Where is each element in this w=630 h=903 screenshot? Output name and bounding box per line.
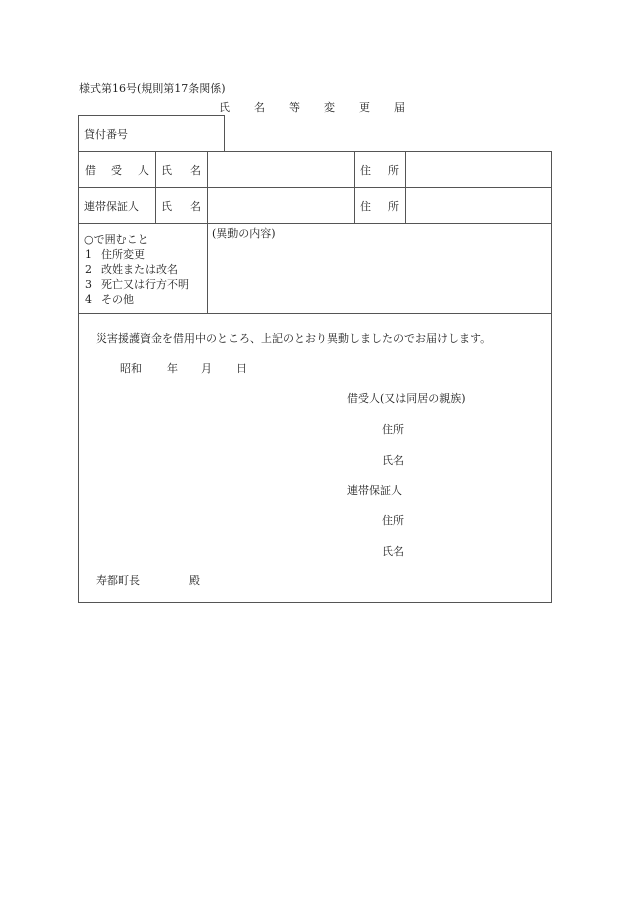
grid-line	[551, 151, 552, 603]
borrower-name-label-char: 氏	[161, 164, 172, 177]
grid-line	[78, 187, 552, 188]
grid-line	[405, 151, 406, 224]
grid-line	[78, 223, 552, 224]
option-text: 改姓または改名	[101, 263, 178, 276]
addressee-honorific: 殿	[189, 574, 200, 587]
guarantor-name-label-char: 氏	[161, 200, 172, 213]
grid-line	[78, 115, 225, 116]
guarantor-address-label-char: 住	[360, 200, 371, 213]
change-details-label: (異動の内容)	[212, 227, 276, 240]
borrower-label-char: 借	[85, 164, 96, 177]
change-details-field[interactable]	[209, 242, 550, 312]
guarantor-address-label-char: 所	[388, 200, 399, 213]
guarantor-signature-address: 住所	[382, 514, 404, 527]
option-number: 2	[85, 263, 92, 276]
option-text: 住所変更	[101, 248, 145, 261]
title-char: 等	[289, 101, 300, 114]
grid-line	[207, 151, 208, 314]
title-char: 更	[359, 101, 370, 114]
borrower-label-char: 人	[138, 164, 149, 177]
form-number: 様式第16号(規則第17条関係)	[79, 82, 226, 95]
borrower-signature-heading: 借受人(又は同居の親族)	[347, 392, 466, 405]
grid-line	[354, 151, 355, 224]
guarantor-signature-heading: 連帯保証人	[347, 484, 402, 497]
grid-line	[78, 151, 552, 152]
borrower-address-label-char: 住	[360, 164, 371, 177]
title-char: 氏	[219, 101, 230, 114]
loan-number-label: 貸付番号	[84, 128, 128, 141]
declaration-text: 災害援護資金を借用中のところ、上記のとおり異動しましたのでお届けします。	[96, 332, 492, 345]
option-number: 4	[85, 293, 92, 306]
borrower-address-field[interactable]	[407, 153, 550, 186]
date-era: 昭和	[120, 362, 142, 375]
grid-line	[155, 151, 156, 224]
addressee-mayor: 寿都町長	[96, 574, 140, 587]
guarantor-label: 連帯保証人	[84, 200, 139, 213]
guarantor-signature-name: 氏名	[382, 545, 404, 558]
date-year: 年	[167, 362, 178, 375]
options-instruction: ○で囲むこと	[84, 233, 149, 246]
grid-line	[78, 313, 552, 314]
borrower-signature-name: 氏名	[382, 454, 404, 467]
borrower-signature-address: 住所	[382, 423, 404, 436]
borrower-label-char: 受	[111, 164, 122, 177]
title-char: 変	[324, 101, 335, 114]
guarantor-name-field[interactable]	[209, 189, 353, 222]
grid-line	[78, 115, 79, 603]
grid-line	[224, 115, 225, 152]
date-month: 月	[201, 362, 212, 375]
borrower-address-label-char: 所	[388, 164, 399, 177]
title-char: 届	[394, 101, 405, 114]
grid-line	[78, 602, 552, 603]
option-number: 3	[85, 278, 92, 291]
option-text: その他	[101, 293, 134, 306]
option-number: 1	[85, 248, 92, 261]
guarantor-address-field[interactable]	[407, 189, 550, 222]
title-char: 名	[254, 101, 265, 114]
borrower-name-field[interactable]	[209, 153, 353, 186]
guarantor-name-label-char: 名	[190, 200, 201, 213]
date-day: 日	[236, 362, 247, 375]
option-text: 死亡又は行方不明	[101, 278, 189, 291]
borrower-name-label-char: 名	[190, 164, 201, 177]
